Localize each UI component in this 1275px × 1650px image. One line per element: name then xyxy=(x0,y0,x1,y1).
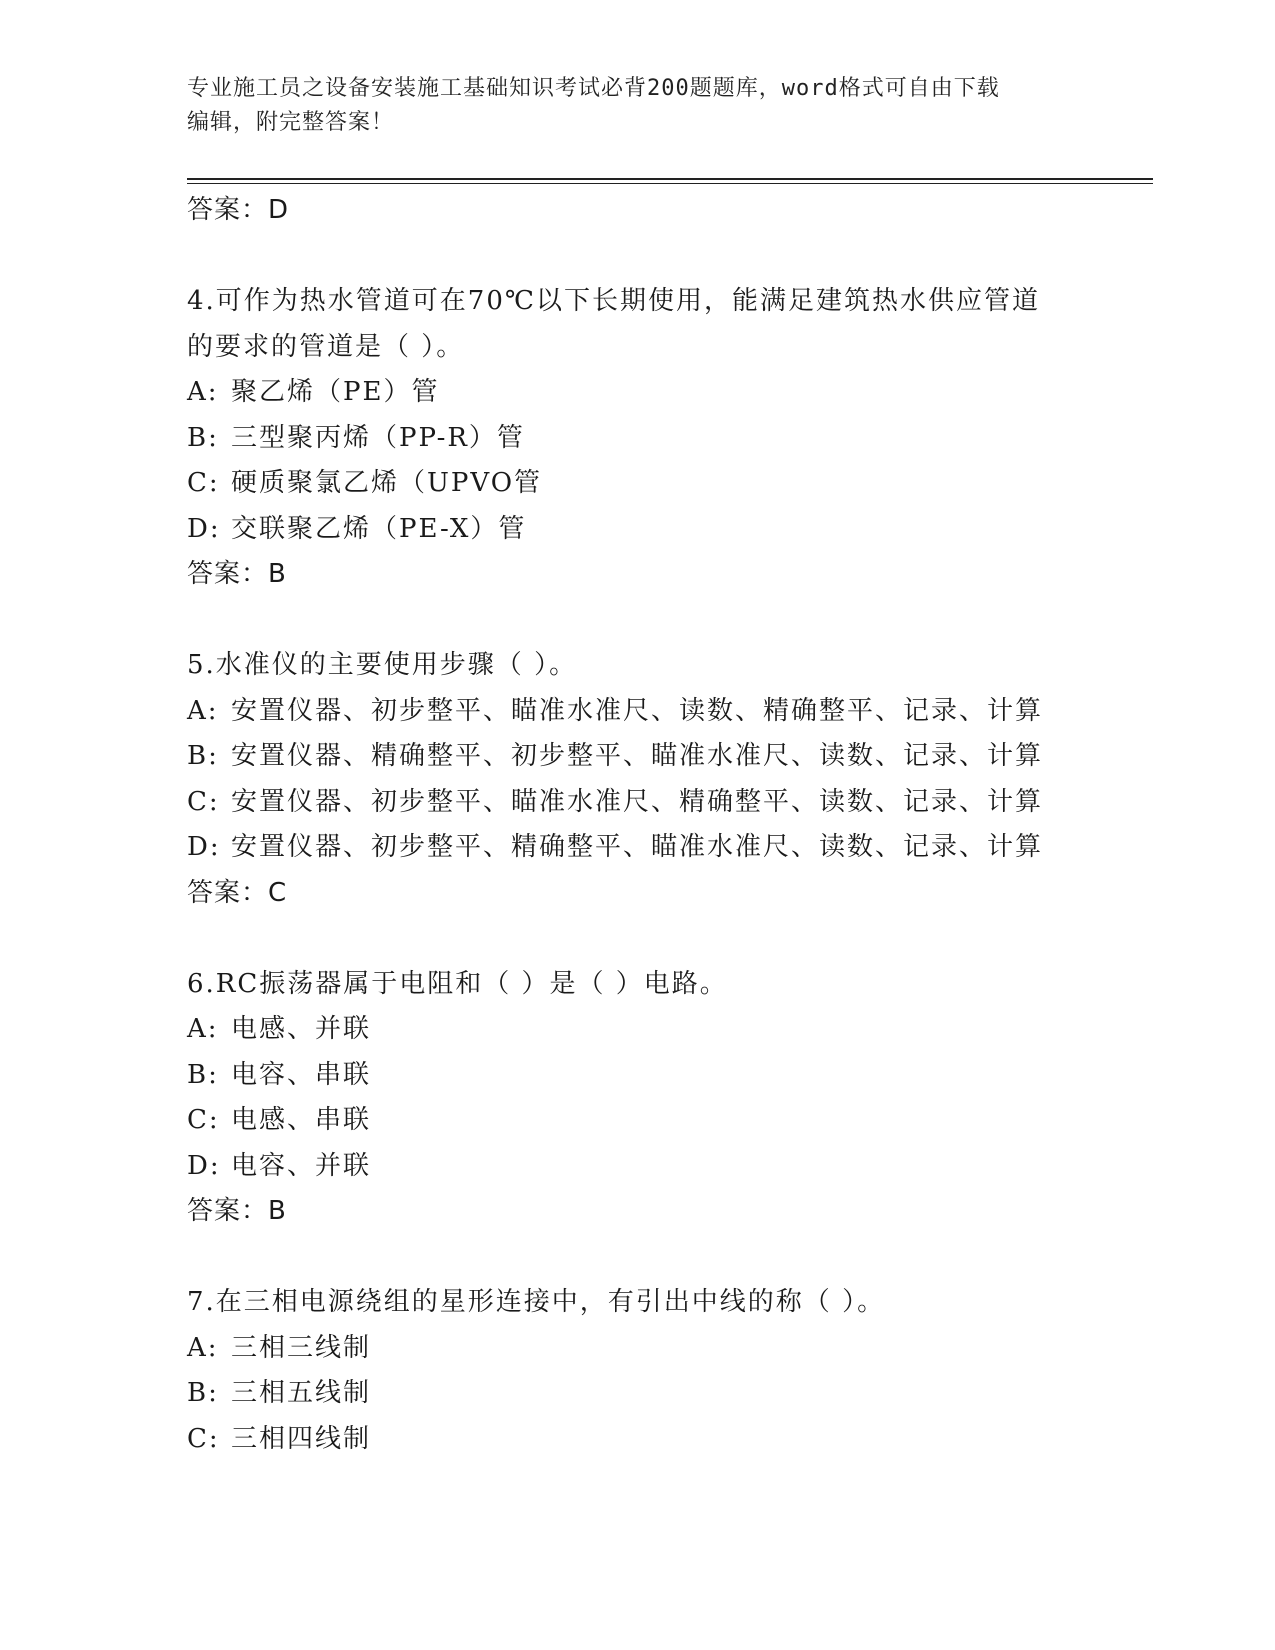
header-title-line1: 专业施工员之设备安装施工基础知识考试必背200题题库，word格式可自由下载 xyxy=(187,76,1000,101)
option-a xyxy=(187,1007,1087,1053)
question-stem: 5.水准仪的主要使用步骤（ ）。 xyxy=(187,650,578,680)
option-b xyxy=(187,734,1087,780)
answer-label: 答案：B xyxy=(187,559,287,589)
question-stem-continued: 的要求的管道是（ ）。 xyxy=(187,331,465,362)
option-b xyxy=(187,416,1087,462)
option-text: 交联聚乙烯（PE-X）管 xyxy=(231,513,527,544)
answer-label: 答案：B xyxy=(187,1196,287,1226)
option-key: D: xyxy=(187,832,221,862)
document-header xyxy=(187,72,1087,140)
option-key: C: xyxy=(187,1423,220,1454)
option-text: 聚乙烯（PE）管 xyxy=(231,377,440,407)
question-6 xyxy=(187,962,1087,1235)
option-text: 三相四线制 xyxy=(231,1423,372,1454)
question-stem: 4.可作为热水管道可在70℃以下长期使用，能满足建筑热水供应管道 xyxy=(187,286,1040,316)
option-key: B: xyxy=(187,1378,219,1408)
option-key: A: xyxy=(187,1014,219,1044)
option-key: A: xyxy=(187,377,219,407)
option-key: D: xyxy=(187,513,221,544)
previous-answer: 答案：D xyxy=(187,195,290,225)
option-text: 三相五线制 xyxy=(231,1378,372,1408)
option-text: 电感、并联 xyxy=(231,1014,372,1044)
option-key: B: xyxy=(187,741,219,771)
header-title-line2: 编辑，附完整答案！ xyxy=(187,110,395,135)
option-d xyxy=(187,1144,1087,1190)
option-text: 三相三线制 xyxy=(231,1332,372,1363)
option-key: B: xyxy=(187,1059,219,1090)
option-a xyxy=(187,689,1087,735)
spacer xyxy=(187,1235,1087,1281)
question-4 xyxy=(187,279,1087,598)
option-key: C: xyxy=(187,468,220,498)
option-text: 安置仪器、初步整平、精确整平、瞄准水准尺、读数、记录、计算 xyxy=(231,832,1044,862)
option-a xyxy=(187,1326,1087,1372)
question-7 xyxy=(187,1280,1087,1462)
option-c xyxy=(187,461,1087,507)
option-text: 安置仪器、初步整平、瞄准水准尺、读数、精确整平、记录、计算 xyxy=(231,695,1044,726)
answer-label: 答案：C xyxy=(187,877,288,908)
header-divider-thin xyxy=(187,183,1153,184)
spacer xyxy=(187,598,1087,644)
option-text: 电容、并联 xyxy=(231,1150,372,1181)
option-key: D: xyxy=(187,1150,221,1181)
option-d xyxy=(187,507,1087,553)
option-c xyxy=(187,1417,1087,1463)
question-5 xyxy=(187,643,1087,916)
option-text: 三型聚丙烯（PP-R）管 xyxy=(231,422,525,453)
header-divider-thick xyxy=(187,178,1153,180)
option-d xyxy=(187,825,1087,871)
option-key: C: xyxy=(187,786,220,817)
option-key: B: xyxy=(187,422,219,453)
option-key: A: xyxy=(187,1332,219,1363)
spacer xyxy=(187,234,1087,280)
option-text: 安置仪器、初步整平、瞄准水准尺、精确整平、读数、记录、计算 xyxy=(231,786,1044,817)
option-text: 安置仪器、精确整平、初步整平、瞄准水准尺、读数、记录、计算 xyxy=(231,741,1044,771)
option-key: A: xyxy=(187,695,219,726)
question-list xyxy=(187,188,1087,1462)
option-text: 硬质聚氯乙烯（UPVO管 xyxy=(231,468,543,498)
option-key: C: xyxy=(187,1105,220,1135)
question-stem: 7.在三相电源绕组的星形连接中，有引出中线的称（ ）。 xyxy=(187,1287,886,1317)
option-b xyxy=(187,1371,1087,1417)
option-c xyxy=(187,1098,1087,1144)
option-b xyxy=(187,1053,1087,1099)
option-text: 电感、串联 xyxy=(231,1105,372,1135)
option-text: 电容、串联 xyxy=(231,1059,372,1090)
option-c xyxy=(187,780,1087,826)
spacer xyxy=(187,916,1087,962)
question-stem: 6.RC振荡器属于电阻和（ ）是（ ）电路。 xyxy=(187,968,728,999)
option-a xyxy=(187,370,1087,416)
